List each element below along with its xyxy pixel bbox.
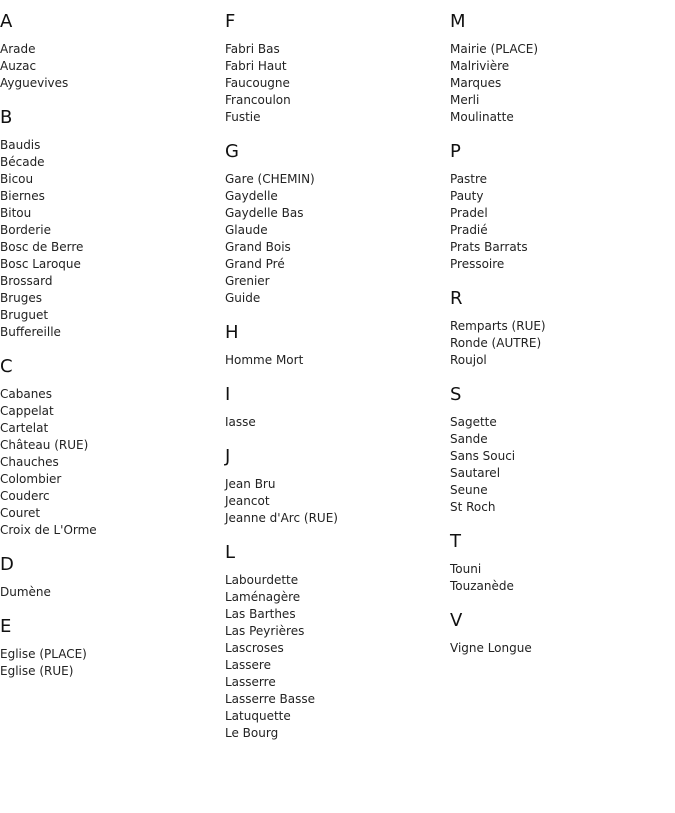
letter-section [0, 554, 220, 601]
street-link[interactable]: Mairie (PLACE) [450, 42, 539, 56]
street-link[interactable]: Moulinatte [450, 110, 514, 124]
street-link[interactable]: Cappelat [0, 404, 54, 418]
street-link[interactable]: Cartelat [0, 421, 49, 435]
street-link[interactable]: Marques [450, 76, 502, 90]
street-link[interactable]: Ayguevives [0, 76, 69, 90]
letter-section [225, 542, 445, 742]
street-link[interactable]: Lascroses [225, 641, 284, 655]
street-link[interactable]: Sautarel [450, 466, 501, 480]
street-link[interactable]: Pauty [450, 189, 484, 203]
street-link[interactable]: Borderie [0, 223, 51, 237]
street-link[interactable]: Dumène [0, 585, 51, 599]
street-link[interactable]: Sans Souci [450, 449, 516, 463]
street-link[interactable]: Bicou [0, 172, 34, 186]
street-link[interactable]: Eglise (RUE) [0, 664, 74, 678]
street-link[interactable]: Brossard [0, 274, 53, 288]
section-letter-heading: D [0, 554, 14, 575]
street-link[interactable]: Bruguet [0, 308, 49, 322]
street-list [0, 41, 220, 92]
letter-section [225, 141, 445, 307]
street-link[interactable]: Francoulon [225, 93, 291, 107]
street-link[interactable]: Roujol [450, 353, 487, 367]
street-link[interactable]: Fabri Bas [225, 42, 280, 56]
index-column [0, 11, 220, 695]
street-link[interactable]: Le Bourg [225, 726, 279, 740]
street-link[interactable]: Fustie [225, 110, 261, 124]
letter-section [0, 11, 220, 92]
street-list [450, 41, 670, 126]
letter-section [225, 322, 445, 369]
street-link[interactable]: Las Barthes [225, 607, 296, 621]
letter-section [450, 610, 670, 657]
street-link[interactable]: Sagette [450, 415, 497, 429]
street-link[interactable]: Bosc de Berre [0, 240, 84, 254]
section-letter-heading: B [0, 107, 13, 128]
street-list [225, 414, 445, 431]
street-link[interactable]: Couderc [0, 489, 50, 503]
street-link[interactable]: Pressoire [450, 257, 505, 271]
street-link[interactable]: Grenier [225, 274, 270, 288]
street-link[interactable]: Bruges [0, 291, 43, 305]
section-letter-heading: J [225, 446, 231, 467]
street-link[interactable]: Labourdette [225, 573, 299, 587]
letter-section [450, 384, 670, 516]
street-link[interactable]: Homme Mort [225, 353, 304, 367]
section-letter-heading: S [450, 384, 462, 405]
street-link[interactable]: Bosc Laroque [0, 257, 81, 271]
street-link[interactable]: Faucougne [225, 76, 290, 90]
street-list [450, 561, 670, 595]
letter-section [225, 446, 445, 527]
street-link[interactable]: Grand Pré [225, 257, 285, 271]
street-link[interactable]: Grand Bois [225, 240, 291, 254]
street-link[interactable]: Pastre [450, 172, 488, 186]
street-link[interactable]: Croix de L'Orme [0, 523, 97, 537]
street-link[interactable]: Buffereille [0, 325, 61, 339]
street-list [450, 318, 670, 369]
letter-section [450, 11, 670, 126]
street-list [450, 171, 670, 273]
street-link[interactable]: Couret [0, 506, 41, 520]
section-letter-heading: T [450, 531, 461, 552]
letter-section [0, 356, 220, 539]
street-link[interactable]: Sande [450, 432, 488, 446]
street-list [0, 646, 220, 680]
street-list [0, 137, 220, 341]
letter-section [450, 288, 670, 369]
street-link[interactable]: Laménagère [225, 590, 301, 604]
street-link[interactable]: Bitou [0, 206, 32, 220]
letter-section [450, 531, 670, 595]
letter-section [225, 384, 445, 431]
street-list [225, 352, 445, 369]
street-link[interactable]: Fabri Haut [225, 59, 287, 73]
section-letter-heading: R [450, 288, 463, 309]
street-link[interactable]: Touzanède [450, 579, 514, 593]
street-link[interactable]: Glaude [225, 223, 268, 237]
street-link[interactable]: Jeancot [225, 494, 270, 508]
street-link[interactable]: Gaydelle [225, 189, 278, 203]
letter-section [0, 616, 220, 680]
section-letter-heading: G [225, 141, 239, 162]
street-link[interactable]: Château (RUE) [0, 438, 89, 452]
section-letter-heading: I [225, 384, 231, 405]
section-letter-heading: C [0, 356, 13, 377]
street-link[interactable]: Jeanne d'Arc (RUE) [225, 511, 338, 525]
street-list [0, 386, 220, 539]
street-list [225, 171, 445, 307]
street-link[interactable]: Prats Barrats [450, 240, 528, 254]
section-letter-heading: E [0, 616, 12, 637]
street-link[interactable]: Auzac [0, 59, 37, 73]
street-link[interactable]: Guide [225, 291, 261, 305]
street-link[interactable]: Jean Bru [225, 477, 276, 491]
index-column [225, 11, 445, 757]
section-letter-heading: L [225, 542, 236, 563]
street-link[interactable]: Chauches [0, 455, 59, 469]
street-list [450, 414, 670, 516]
street-link[interactable]: Eglise (PLACE) [0, 647, 87, 661]
street-list [225, 41, 445, 126]
street-link[interactable]: St Roch [450, 500, 496, 514]
street-link[interactable]: Malrivière [450, 59, 510, 73]
street-link[interactable]: Iasse [225, 415, 256, 429]
street-link[interactable]: Cabanes [0, 387, 52, 401]
street-link[interactable]: Gaydelle Bas [225, 206, 304, 220]
street-link[interactable]: Las Peyrières [225, 624, 305, 638]
letter-section [225, 11, 445, 126]
section-letter-heading: A [0, 11, 13, 32]
street-link[interactable]: Pradié [450, 223, 488, 237]
street-link[interactable]: Biernes [0, 189, 45, 203]
street-link[interactable]: Baudis [0, 138, 41, 152]
street-list [450, 640, 670, 657]
street-link[interactable]: Seune [450, 483, 488, 497]
street-link[interactable]: Bécade [0, 155, 45, 169]
street-list [0, 584, 220, 601]
street-link[interactable]: Ronde (AUTRE) [450, 336, 542, 350]
index-column [450, 11, 670, 672]
street-link[interactable]: Vigne Longue [450, 641, 532, 655]
section-letter-heading: H [225, 322, 239, 343]
street-link[interactable]: Touni [450, 562, 482, 576]
street-link[interactable]: Pradel [450, 206, 488, 220]
street-link[interactable]: Remparts (RUE) [450, 319, 546, 333]
street-link[interactable]: Merli [450, 93, 480, 107]
street-link[interactable]: Gare (CHEMIN) [225, 172, 315, 186]
street-list [225, 476, 445, 527]
street-link[interactable]: Lasserre [225, 675, 276, 689]
section-letter-heading: V [450, 610, 463, 631]
letter-section [450, 141, 670, 273]
section-letter-heading: F [225, 11, 236, 32]
street-link[interactable]: Lasserre Basse [225, 692, 315, 706]
street-link[interactable]: Arade [0, 42, 36, 56]
street-link[interactable]: Lassere [225, 658, 271, 672]
letter-section [0, 107, 220, 341]
street-list [225, 572, 445, 742]
street-link[interactable]: Colombier [0, 472, 62, 486]
street-link[interactable]: Latuquette [225, 709, 291, 723]
section-letter-heading: P [450, 141, 461, 162]
section-letter-heading: M [450, 11, 466, 32]
